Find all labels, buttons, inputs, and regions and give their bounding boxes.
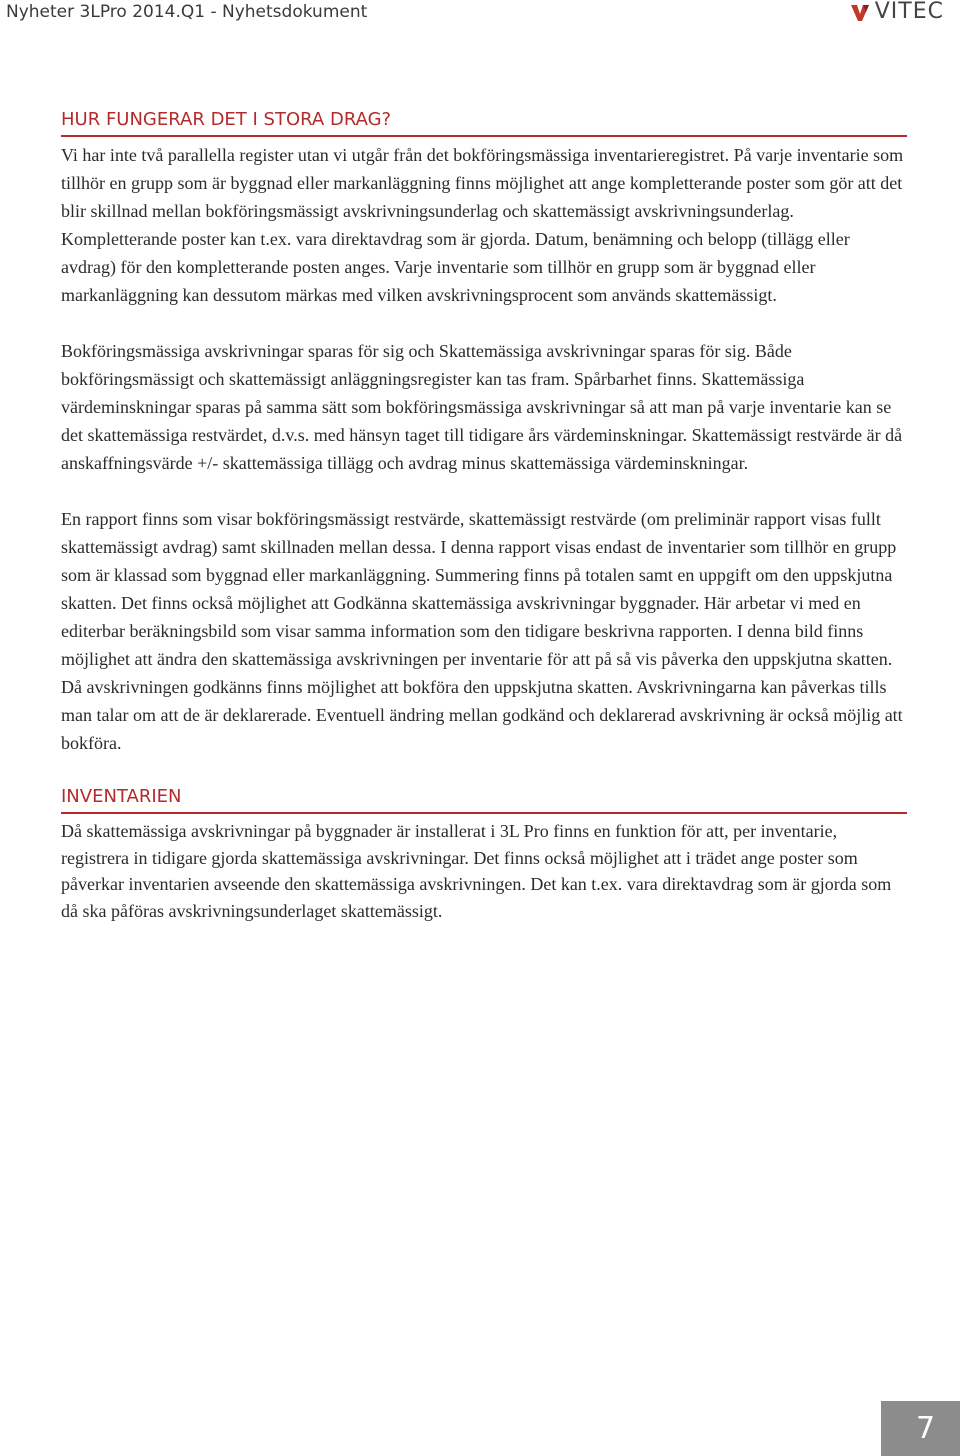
body-paragraph: Vi har inte två parallella register utan vi utgår från det bokföringsmässiga inventarieregistret. På varje inventarie som tillhör en grupp som är byggnad eller markanläggning finns möjlighet att ange kompletterande poster som gör att det blir skillnad mellan bokföringsmässigt avskrivningsunderlag och skattemässigt avskrivningsunderlag. Kompletterande poster kan t.ex. vara direktavdrag som är gjorda. Datum, benämning och belopp (tillägg eller avdrag) för den kompletterande posten anges. Varje inventarie som tillhör en grupp som är byggnad eller markanläggning kan dessutom märkas med vilken avskrivningsprocent som används skattemässigt. [61,145,904,305]
document-body [61,108,907,924]
vitec-logo-icon [849,2,871,22]
section-inventarien [61,785,907,924]
body-paragraph: Bokföringsmässiga avskrivningar sparas för sig och Skattemässiga avskrivningar sparas för sig. Både bokföringsmässigt och skattemässigt anläggningsregister kan tas fram. Spårbarhet finns. Skattemässiga värdeminskningar sparas på samma sätt som bokföringsmässiga avskrivningar så att man på varje inventarie kan se det skattemässiga restvärdet, d.v.s. med hänsyn taget till tidigare års värdeminskningar. Skattemässigt restvärde är då anskaffningsvärde +/- skattemässiga tillägg och avdrag minus skattemässiga värdeminskningar. [61,341,903,473]
vitec-logo [849,1,944,23]
section-heading: INVENTARIEN [61,785,907,814]
vitec-logo-text: VITEC [874,0,944,24]
section-hur-fungerar [61,108,907,757]
body-paragraph: Då skattemässiga avskrivningar på byggnader är installerat i 3L Pro finns en funktion för att, per inventarie, registrera in tidigare gjorda skattemässiga avskrivningar. Det finns också möjlighet att i trädet ange poster som påverkar inventarien avseende den skattemässiga avskrivningen. Det kan t.ex. vara direktavdrag som är gjorda som då ska påföras avskrivningsunderlaget skattemässigt. [61,821,892,921]
page-number: 7 [915,1410,936,1446]
section-heading: HUR FUNGERAR DET I STORA DRAG? [61,108,907,137]
body-paragraph: En rapport finns som visar bokföringsmässigt restvärde, skattemässigt restvärde (om preliminär rapport visas fullt skattemässigt avdrag) samt skillnaden mellan dessa. I denna rapport visas endast de inventarier som tillhör en grupp som är klassad som byggnad eller markanläggning. Summering finns på totalen samt en uppgift om den uppskjutna skatten. Det finns också möjlighet att Godkänna skattemässiga avskrivningar byggnader. Här arbetar vi med en editerbar beräkningsbild som visar samma information som den tidigare beskrivna rapporten. I denna bild finns möjlighet att ändra den skattemässiga avskrivningen per inventarie för att på så vis påverka den uppskjutna skatten. Då avskrivningen godkänns finns möjlighet att bokföra den uppskjutna skatten. Avskrivningarna kan påverkas tills man talar om att de är deklarerade. Eventuell ändring mellan godkänd och deklarerad avskrivning är också möjlig att bokföra. [61,509,903,753]
page-number-box [881,1401,960,1456]
document-header-title: Nyheter 3LPro 2014.Q1 - Nyhetsdokument [6,2,368,22]
